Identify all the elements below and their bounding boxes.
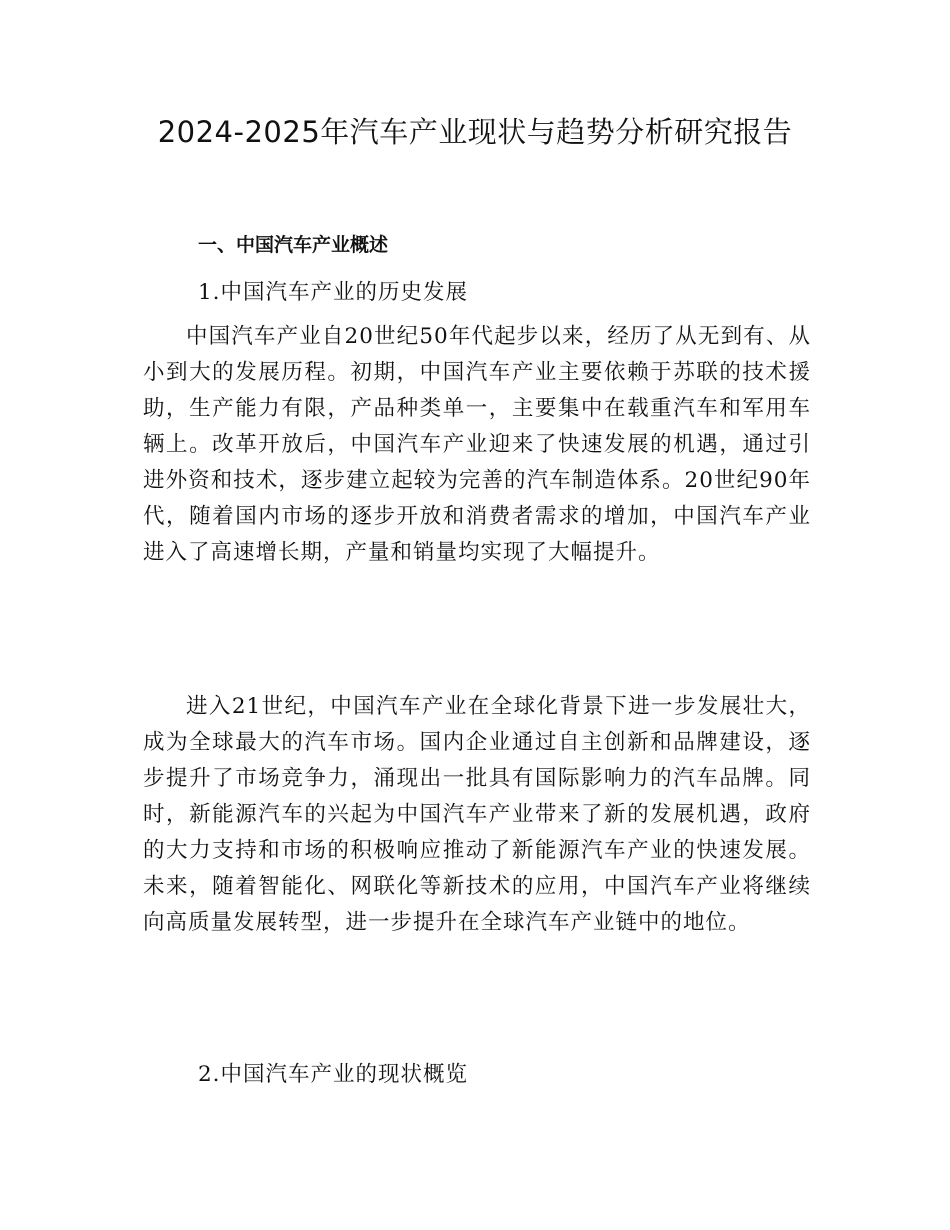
paragraph-block xyxy=(143,319,811,589)
paragraph-history-1: 中国汽车产业自20世纪50年代起步以来，经历了从无到有、从小到大的发展历程。初期，中国汽车产业主要依赖于苏联的技术援助，生产能力有限，产品种类单一，主要集中在载重汽车和军用车辆上。改革开放后，中国汽车产业迎来了快速发展的机遇，通过引进外资和技术，逐步建立起较为完善的汽车制造体系。20世纪90年代，随着国内市场的逐步开放和消费者需求的增加，中国汽车产业进入了高速增长期，产量和销量均实现了大幅提升。 xyxy=(143,324,811,565)
paragraph-block xyxy=(143,689,811,959)
document-title: 2024-2025年汽车产业现状与趋势分析研究报告 xyxy=(157,115,793,149)
subsection-heading-status: 2.中国汽车产业的现状概览 xyxy=(198,1062,469,1087)
paragraph-history-2: 进入21世纪，中国汽车产业在全球化背景下进一步发展壮大，成为全球最大的汽车市场。国内企业通过自主创新和品牌建设，逐步提升了市场竞争力，涌现出一批具有国际影响力的汽车品牌。同时，新能源汽车的兴起为中国汽车产业带来了新的发展机遇，政府的大力支持和市场的积极响应推动了新能源汽车产业的快速发展。未来，随着智能化、网联化等新技术的应用，中国汽车产业将继续向高质量发展转型，进一步提升在全球汽车产业链中的地位。 xyxy=(143,694,811,935)
section-heading: 一、中国汽车产业概述 xyxy=(198,234,389,256)
subsection-heading-history: 1.中国汽车产业的历史发展 xyxy=(198,280,469,305)
